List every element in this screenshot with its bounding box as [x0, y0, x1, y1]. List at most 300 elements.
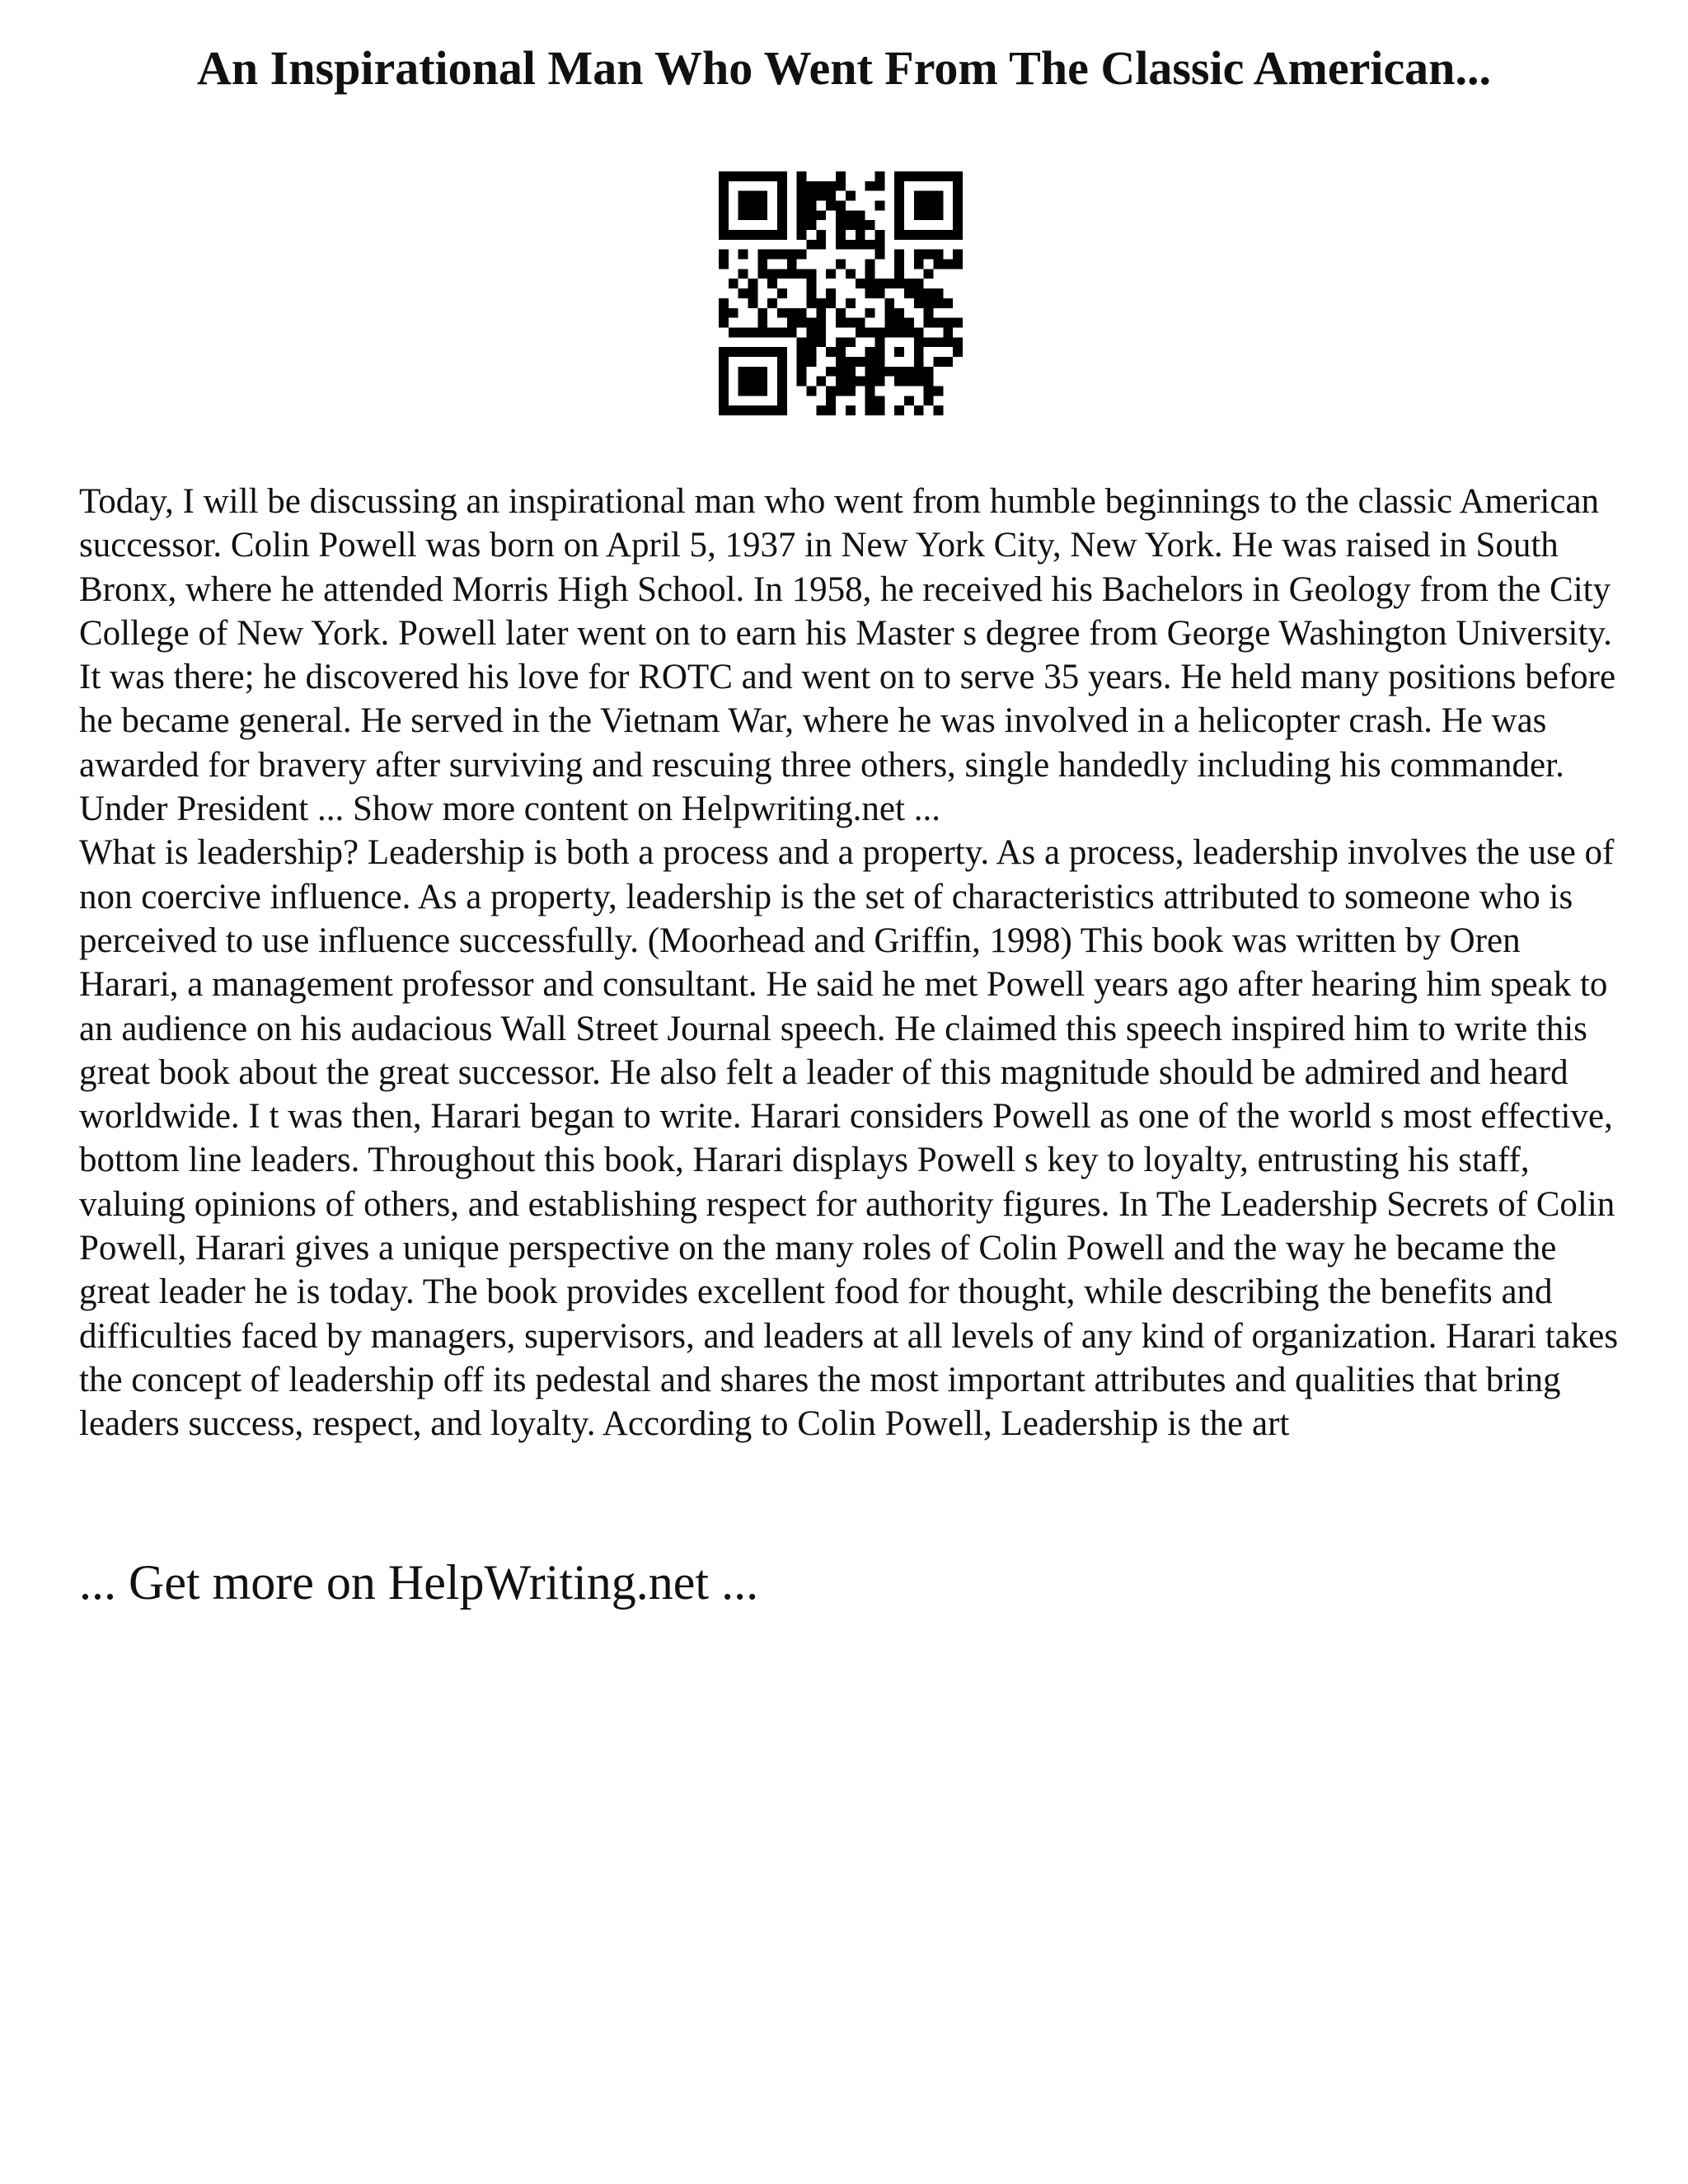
qr-module: [807, 298, 817, 308]
qr-module: [757, 327, 767, 337]
qr-module: [933, 337, 943, 347]
qr-module: [729, 327, 738, 337]
qr-module: [738, 347, 748, 357]
qr-module: [777, 405, 787, 415]
qr-module: [719, 220, 729, 230]
qr-module: [894, 327, 904, 337]
qr-module: [797, 181, 807, 191]
qr-module: [953, 210, 963, 220]
qr-module: [719, 191, 729, 201]
qr-module: [914, 230, 924, 240]
qr-module: [904, 327, 914, 337]
qr-module: [787, 250, 797, 260]
qr-module: [904, 288, 914, 298]
qr-module: [816, 405, 826, 415]
qr-module: [836, 181, 846, 191]
qr-module: [865, 386, 875, 396]
qr-module: [757, 377, 767, 387]
qr-module: [914, 367, 924, 377]
qr-module: [777, 396, 787, 405]
qr-module: [856, 279, 865, 288]
qr-module: [738, 367, 748, 377]
qr-module: [894, 201, 904, 211]
qr-module: [953, 171, 963, 181]
qr-module: [933, 405, 943, 415]
qr-module: [924, 171, 934, 181]
qr-module: [807, 347, 817, 357]
qr-module: [738, 288, 748, 298]
qr-module: [729, 171, 738, 181]
qr-module: [807, 357, 817, 367]
qr-module: [865, 367, 875, 377]
qr-module: [777, 357, 787, 367]
qr-module: [884, 298, 894, 308]
qr-module: [807, 269, 817, 279]
qr-module: [846, 298, 856, 308]
qr-module: [748, 347, 758, 357]
qr-module: [719, 210, 729, 220]
qr-module: [729, 347, 738, 357]
qr-module: [797, 210, 807, 220]
qr-module: [767, 347, 777, 357]
qr-module: [757, 210, 767, 220]
qr-module: [914, 279, 924, 288]
qr-module: [914, 337, 924, 347]
qr-module: [767, 327, 777, 337]
qr-module: [826, 396, 836, 405]
qr-module: [729, 230, 738, 240]
qr-module: [874, 181, 884, 191]
qr-module: [816, 191, 826, 201]
qr-module: [826, 288, 836, 298]
qr-module: [904, 171, 914, 181]
qr-module: [836, 367, 846, 377]
qr-module: [874, 367, 884, 377]
qr-module: [953, 260, 963, 269]
qr-module: [953, 201, 963, 211]
qr-module: [797, 318, 807, 328]
qr-module: [846, 269, 856, 279]
qr-module: [719, 260, 729, 269]
qr-module: [777, 386, 787, 396]
qr-module: [865, 260, 875, 269]
qr-module: [953, 347, 963, 357]
qr-module: [836, 201, 846, 211]
qr-module: [777, 367, 787, 377]
qr-module: [757, 201, 767, 211]
qr-module: [874, 347, 884, 357]
qr-module: [797, 269, 807, 279]
qr-module: [943, 298, 953, 308]
qr-module: [836, 260, 846, 269]
qr-module: [846, 386, 856, 396]
qr-module: [914, 191, 924, 201]
qr-module: [719, 171, 729, 181]
qr-module: [767, 269, 777, 279]
qr-module: [865, 327, 875, 337]
qr-module: [719, 318, 729, 328]
qr-module: [904, 318, 914, 328]
qr-module: [894, 181, 904, 191]
qr-module: [738, 250, 748, 260]
qr-module: [767, 230, 777, 240]
get-more-link[interactable]: ... Get more on HelpWriting.net ...: [79, 1555, 759, 1610]
qr-module: [865, 308, 875, 318]
qr-module: [767, 405, 777, 415]
qr-module: [874, 377, 884, 387]
qr-module: [836, 210, 846, 220]
qr-module: [884, 318, 894, 328]
qr-module: [826, 181, 836, 191]
qr-module: [787, 327, 797, 337]
qr-module: [729, 279, 738, 288]
qr-module: [904, 279, 914, 288]
qr-module: [874, 288, 884, 298]
qr-module: [807, 201, 817, 211]
qr-module: [816, 298, 826, 308]
qr-module: [924, 288, 934, 298]
qr-module: [874, 357, 884, 367]
qr-module: [748, 327, 758, 337]
qr-module: [846, 210, 856, 220]
qr-module: [719, 357, 729, 367]
qr-module: [777, 327, 787, 337]
qr-module: [797, 171, 807, 181]
qr-module: [757, 260, 767, 269]
qr-module: [894, 260, 904, 269]
qr-module: [856, 377, 865, 387]
qr-module: [914, 347, 924, 357]
qr-module: [816, 327, 826, 337]
document-body: [79, 480, 1627, 1446]
qr-module: [719, 230, 729, 240]
qr-module: [894, 318, 904, 328]
qr-module: [767, 250, 777, 260]
qr-module: [894, 250, 904, 260]
qr-module: [846, 318, 856, 328]
qr-module: [738, 230, 748, 240]
qr-module: [797, 230, 807, 240]
qr-module: [787, 318, 797, 328]
qr-module: [738, 171, 748, 181]
qr-module: [943, 171, 953, 181]
qr-module: [894, 308, 904, 318]
qr-module: [729, 405, 738, 415]
qr-module: [807, 327, 817, 337]
qr-module: [777, 210, 787, 220]
qr-module: [807, 240, 817, 250]
qr-module: [894, 347, 904, 357]
qr-module: [748, 288, 758, 298]
qr-module: [884, 279, 894, 288]
qr-module: [884, 308, 894, 318]
qr-module: [924, 337, 934, 347]
qr-module: [777, 181, 787, 191]
qr-module: [836, 220, 846, 230]
qr-module: [738, 191, 748, 201]
qr-module: [865, 220, 875, 230]
qr-module: [953, 191, 963, 201]
qr-module: [933, 191, 943, 201]
qr-module: [816, 181, 826, 191]
qr-module: [914, 260, 924, 269]
qr-module: [816, 377, 826, 387]
qr-module: [748, 386, 758, 396]
qr-module: [865, 405, 875, 415]
qr-module: [924, 308, 934, 318]
qr-module: [738, 269, 748, 279]
qr-module: [777, 308, 787, 318]
qr-module: [953, 220, 963, 230]
qr-module: [738, 210, 748, 220]
qr-module: [738, 386, 748, 396]
qr-module: [719, 367, 729, 377]
qr-module: [777, 288, 787, 298]
qr-module: [914, 210, 924, 220]
qr-module: [856, 210, 865, 220]
qr-module: [924, 318, 934, 328]
qr-module: [797, 191, 807, 201]
qr-module: [729, 308, 738, 318]
qr-module: [846, 220, 856, 230]
qr-module: [874, 240, 884, 250]
qr-module: [797, 357, 807, 367]
qr-module: [738, 405, 748, 415]
qr-module: [865, 377, 875, 387]
qr-module: [874, 230, 884, 240]
qr-module: [933, 171, 943, 181]
qr-module: [856, 327, 865, 337]
qr-module: [836, 230, 846, 240]
qr-module: [748, 377, 758, 387]
qr-module: [807, 220, 817, 230]
qr-module: [757, 347, 767, 357]
qr-module: [738, 327, 748, 337]
qr-module: [865, 269, 875, 279]
qr-module: [914, 288, 924, 298]
qr-module: [933, 386, 943, 396]
qr-module: [807, 191, 817, 201]
qr-module: [884, 367, 894, 377]
qr-module: [933, 260, 943, 269]
qr-module: [807, 386, 817, 396]
qr-module: [874, 201, 884, 211]
qr-module: [846, 377, 856, 387]
qr-module: [816, 240, 826, 250]
qr-module: [953, 337, 963, 347]
qr-module: [787, 269, 797, 279]
qr-module: [826, 405, 836, 415]
qr-module: [797, 347, 807, 357]
qr-module: [826, 367, 836, 377]
qr-module: [933, 201, 943, 211]
qr-module: [807, 181, 817, 191]
qr-module: [846, 405, 856, 415]
qr-module: [924, 230, 934, 240]
qr-module: [797, 367, 807, 377]
qr-module: [826, 269, 836, 279]
qr-module: [894, 210, 904, 220]
qr-module: [943, 357, 953, 367]
qr-module: [797, 201, 807, 211]
qr-module: [807, 288, 817, 298]
qr-module: [748, 279, 758, 288]
qr-module: [757, 318, 767, 328]
qr-module: [914, 171, 924, 181]
qr-module: [836, 308, 846, 318]
qr-module: [865, 279, 875, 288]
qr-module: [797, 337, 807, 347]
qr-module: [894, 230, 904, 240]
qr-module: [807, 337, 817, 347]
qr-module: [816, 318, 826, 328]
qr-module: [894, 377, 904, 387]
qr-module: [865, 240, 875, 250]
qr-module: [836, 171, 846, 181]
qr-module: [738, 377, 748, 387]
qr-module: [757, 171, 767, 181]
qr-module: [894, 405, 904, 415]
qr-module: [757, 250, 767, 260]
qr-module: [719, 250, 729, 260]
qr-module: [719, 181, 729, 191]
qr-module: [836, 337, 846, 347]
qr-module: [874, 327, 884, 337]
qr-code-icon: [719, 171, 963, 415]
qr-module: [874, 279, 884, 288]
qr-module: [953, 230, 963, 240]
qr-module: [797, 250, 807, 260]
qr-module: [757, 191, 767, 201]
body-paragraph-2: What is leadership? Leadership is both a process and a property. As a process, leadership involves the use of non coercive influence. As a property, leadership is the set of characteristics attributed to someone who is perceived to use influence successfully. (Moorhead and Griffin, 1998) This book was written by Oren Harari, a management professor and consultant. He said he met Powell years ago after hearing him speak to an audience on his audacious Wall Street Journal speech. He claimed this speech inspired him to write this great book about the great successor. He also felt a leader of this magnitude should be admired and heard worldwide. I t was then, Harari began to write. Harari considers Powell as one of the world s most effective, bottom line leaders. Throughout this book, Harari displays Powell s key to loyalty, entrusting his staff, valuing opinions of others, and establishing respect for authority figures. In The Leadership Secrets of Colin Powell, Harari gives a unique perspective on the many roles of Colin Powell and the way he became the great leader he is today. The book provides excellent food for thought, while describing the benefits and difficulties faced by managers, supervisors, and leaders at all levels of any kind of organization. Harari takes the concept of leadership off its pedestal and shares the most important attributes and qualities that bring leaders success, respect, and loyalty. According to Colin Powell, Leadership is the art: [79, 833, 1619, 1444]
qr-module: [924, 377, 934, 387]
qr-module: [914, 201, 924, 211]
qr-module: [874, 396, 884, 405]
qr-module: [943, 337, 953, 347]
qr-module: [865, 357, 875, 367]
qr-module: [874, 250, 884, 260]
qr-module: [904, 230, 914, 240]
qr-module: [777, 201, 787, 211]
qr-module: [904, 377, 914, 387]
qr-module: [797, 377, 807, 387]
qr-module: [953, 181, 963, 191]
qr-module: [777, 171, 787, 181]
qr-module: [719, 308, 729, 318]
qr-module: [924, 269, 934, 279]
qr-module: [914, 327, 924, 337]
qr-module: [816, 210, 826, 220]
qr-module: [719, 377, 729, 387]
qr-module: [767, 171, 777, 181]
qr-module: [738, 201, 748, 211]
qr-module: [933, 288, 943, 298]
qr-module: [953, 318, 963, 328]
qr-module: [894, 191, 904, 201]
qr-module: [836, 386, 846, 396]
qr-module: [797, 308, 807, 318]
qr-module: [757, 308, 767, 318]
qr-module: [924, 250, 934, 260]
qr-module: [943, 260, 953, 269]
qr-module: [894, 171, 904, 181]
qr-module: [846, 337, 856, 347]
qr-module: [719, 396, 729, 405]
qr-module: [865, 347, 875, 357]
qr-module: [914, 405, 924, 415]
qr-module: [757, 386, 767, 396]
qr-module: [787, 308, 797, 318]
qr-module: [943, 318, 953, 328]
qr-module: [865, 396, 875, 405]
qr-module: [777, 220, 787, 230]
qr-module: [924, 210, 934, 220]
qr-module: [748, 405, 758, 415]
qr-module: [826, 386, 836, 396]
qr-module: [933, 230, 943, 240]
qr-module: [748, 201, 758, 211]
qr-module: [904, 367, 914, 377]
qr-module: [943, 230, 953, 240]
qr-module: [826, 298, 836, 308]
qr-module: [757, 367, 767, 377]
qr-module: [894, 367, 904, 377]
qr-module: [757, 230, 767, 240]
qr-module: [719, 347, 729, 357]
qr-module: [924, 386, 934, 396]
qr-module: [719, 298, 729, 308]
qr-module: [856, 230, 865, 240]
qr-module: [777, 191, 787, 201]
qr-module: [748, 230, 758, 240]
qr-module: [797, 220, 807, 230]
qr-module: [816, 308, 826, 318]
qr-module: [836, 347, 846, 357]
qr-module: [865, 288, 875, 298]
qr-module: [816, 337, 826, 347]
qr-module: [914, 377, 924, 387]
qr-module: [777, 230, 787, 240]
qr-module: [767, 298, 777, 308]
qr-module: [807, 318, 817, 328]
document-title: An Inspirational Man Who Went From The Classic American...: [197, 41, 1491, 95]
qr-module: [874, 171, 884, 181]
qr-module: [933, 250, 943, 260]
qr-module: [933, 298, 943, 308]
qr-module: [846, 357, 856, 367]
qr-module: [757, 269, 767, 279]
qr-module: [924, 396, 934, 405]
qr-module: [846, 367, 856, 377]
qr-module: [924, 298, 934, 308]
qr-module: [846, 191, 856, 201]
qr-module: [865, 181, 875, 191]
qr-module: [933, 318, 943, 328]
body-paragraph-1: Today, I will be discussing an inspirational man who went from humble beginnings to the classic American successor. Colin Powell was born on April 5, 1937 in New York City, New York. He was raised in South Bronx, where he attended Morris High School. In 1958, he received his Bachelors in Geology from the City College of New York. Powell later went on to earn his Master s degree from George Washington University. It was there; he discovered his love for ROTC and went on to serve 35 years. He held many positions before he became general. He served in the Vietnam War, where he was involved in a helicopter crash. He was awarded for bravery after surviving and rescuing three others, single handedly including his commander. Under President ... Show more content on Helpwriting.net ...: [79, 482, 1616, 829]
qr-module: [894, 279, 904, 288]
qr-module: [924, 191, 934, 201]
qr-module: [836, 377, 846, 387]
qr-module: [719, 201, 729, 211]
qr-module: [826, 347, 836, 357]
qr-module: [924, 367, 934, 377]
qr-module: [826, 191, 836, 201]
qr-module: [777, 377, 787, 387]
qr-module: [856, 357, 865, 367]
qr-module: [894, 269, 904, 279]
qr-module: [777, 269, 787, 279]
qr-module: [767, 279, 777, 288]
